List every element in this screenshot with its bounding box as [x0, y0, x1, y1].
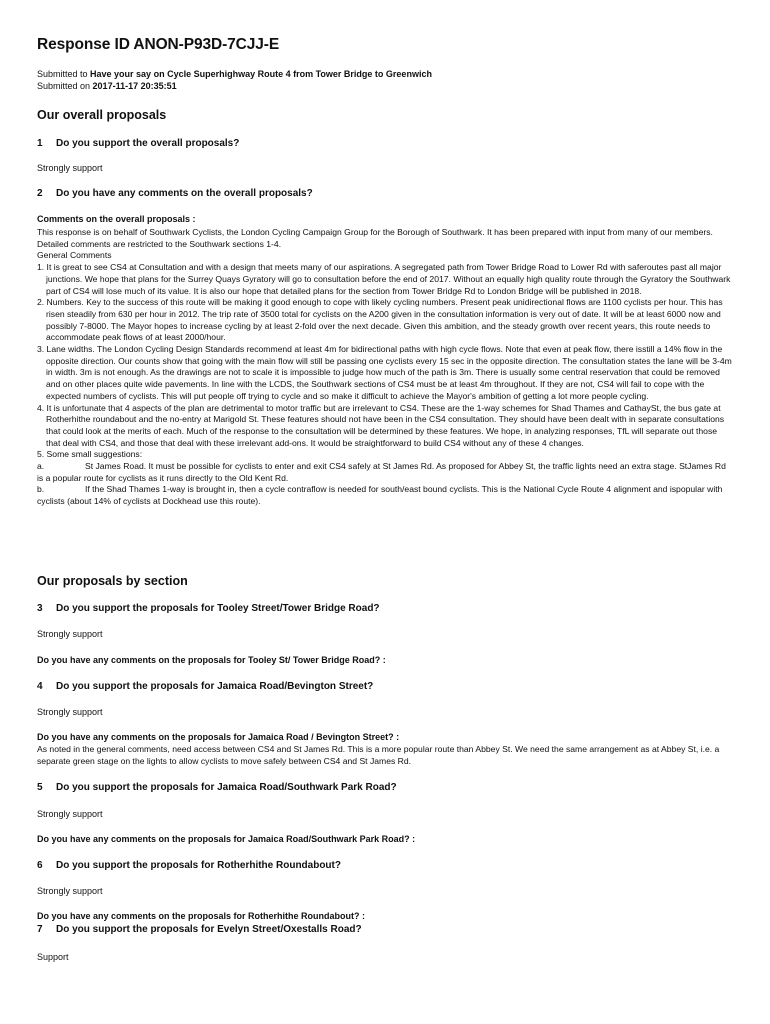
answer-4: Strongly support: [37, 707, 103, 717]
answer-1: Strongly support: [37, 163, 103, 173]
question-1: 1 Do you support the overall proposals?: [37, 138, 240, 149]
survey-name: Have your say on Cycle Superhighway Route 4 from Tower Bridge to Greenwich: [90, 69, 432, 79]
submitted-on-line: Submitted on 2017-11-17 20:35:51: [37, 80, 177, 91]
page-title: Response ID ANON-P93D-7CJJ-E: [37, 36, 280, 53]
question-2: 2 Do you have any comments on the overall proposals?: [37, 188, 313, 199]
question-4: 4 Do you support the proposals for Jamaica Road/Bevington Street?: [37, 681, 374, 692]
comment-intro: This response is on behalf of Southwark Cyclists, the London Cycling Campaign Group for the Borough of Southwark. It has been prepared with input from many of our members. Detailed comments are restricted to the Southwark sections 1-4.: [37, 227, 713, 249]
comment-label-6: Do you have any comments on the proposals for Rotherhithe Roundabout? :: [37, 911, 366, 921]
list-item: 1. It is great to see CS4 at Consultation and with a design that meets many of our aspirations. A segregated path from Tower Bridge Road to Lower Rd with saferoutes past all major junctions. We hope that plans for the Surrey Quays Gyratory will go to consultation before the end of 2017. Without an equally high quality route through the Gyratory the Southwark part of CS4 will lose much of its value. It is also our hope that detailed plans for the section from Tower Bridge Rd to London Bridge will be published in 2018.: [37, 262, 731, 296]
section-heading-overall: Our overall proposals: [37, 108, 167, 122]
submission-meta: [37, 69, 733, 92]
section-heading-by-section: Our proposals by section: [37, 574, 188, 588]
comment-label-4: Do you have any comments on the proposals for Jamaica Road / Bevington Street? :: [37, 732, 400, 742]
answer-5: Strongly support: [37, 809, 103, 819]
comment-label-5: Do you have any comments on the proposals for Jamaica Road/Southwark Park Road? :: [37, 834, 416, 844]
submitted-to-line: Submitted to Have your say on Cycle Superhighway Route 4 from Tower Bridge to Greenwich: [37, 69, 432, 79]
answer-7: Support: [37, 952, 69, 962]
list-item: 4. It is unfortunate that 4 aspects of the plan are detrimental to motor traffic but are irrelevant to CS4. These are the 1-way schemes for Shad Thames and CathaySt, the bus gate at Rotherhithe roundabout and the no-entry at Marigold St. These features should not have been in the CS4 consultation. They should have been dealt with in separate consultations that could look at the merits of each. Much of the response to the consultation will be determined by these features. We hope, in analyzing responses, TfL will separate out those that deal with CS4, and those that deal with these irrelevant add-ons. It would be straightforward to build CS4 without any of these 4 changes.: [37, 402, 725, 448]
list-item: 2. Numbers. Key to the success of this route will be making it good enough to cope with likely cycling numbers. Present peak unidirectional flows are 1100 cyclists per hour. This has risen steadily from 630 per hour in 2012. The trip rate of 3500 total for cyclists on the A200 given in the consultation information is very out of date. It will be at least 6000 now and possibly 7-8000. The Mayor hopes to increase cycling by at least 2-fold over the next decade. Given this ambition, and the steady growth over recent years, this route needs to accommodate peak flows of at least 2000/hour.: [37, 297, 723, 343]
comment-label-2: Comments on the overall proposals :: [37, 214, 196, 224]
list-item: 5. Some small suggestions:: [37, 449, 143, 460]
answer-3: Strongly support: [37, 629, 103, 639]
answer-6: Strongly support: [37, 886, 103, 896]
comment-label-3: Do you have any comments on the proposals for Tooley St/ Tower Bridge Road? :: [37, 655, 386, 665]
question-3: 3 Do you support the proposals for Tooley Street/Tower Bridge Road?: [37, 603, 380, 614]
comment-body-4: As noted in the general comments, need access between CS4 and St James Rd. This is a more popular route than Abbey St. We need the same arrangement as at Abbey St, i.e. a separate green stage on the lights to allow cyclists to move safely between CS4 and St James Rd.: [37, 744, 720, 766]
question-7: 7 Do you support the proposals for Evelyn Street/Oxestalls Road?: [37, 924, 362, 935]
question-5: 5 Do you support the proposals for Jamaica Road/Southwark Park Road?: [37, 782, 397, 793]
question-6: 6 Do you support the proposals for Rotherhithe Roundabout?: [37, 860, 341, 871]
list-item: 3. Lane widths. The London Cycling Design Standards recommend at least 4m for bidirectional paths with high cycle flows. Note that even at peak flow, there isstill a 14% flow in the opposite direction. Our counts show that going with the main flow will still be passing one cyclists every 15 sec in the opposite direction. The consultation states the lane will be 3-4m in width. 3m is not enough. As the drawings are not to scale it is impossible to judge how much of the path is 3m. There is usually some central reservation that could be removed and on other places quite wide pavements. In line with the LCDS, the Southwark sections of CS4 must be at least 4m throughout. If they are not, CS4 will fail to cope with the expected numbers of cyclists. This will put people off trying to cycle and so make it difficult to achieve the Mayor's ambition of getting a lot more people cycling.: [37, 344, 732, 401]
sub-list-item: a. St James Road. It must be possible for cyclists to enter and exit CS4 safely at St James Rd. As proposed for Abbey St, the traffic lights need an extra stage. StJames Rd is a popular route for cyclists as it runs directly to the Old Kent Rd.: [37, 461, 726, 483]
comment-body-2: [37, 227, 733, 508]
submission-date: 2017-11-17 20:35:51: [92, 80, 177, 91]
general-comments-label: General Comments: [37, 250, 112, 261]
sub-list-item: b. If the Shad Thames 1-way is brought in, then a cycle contraflow is needed for south/east bound cyclists. This is the National Cycle Route 4 alignment and ispopular with cyclists (about 14% of cyclists at Dockhead use this route).: [37, 484, 723, 507]
